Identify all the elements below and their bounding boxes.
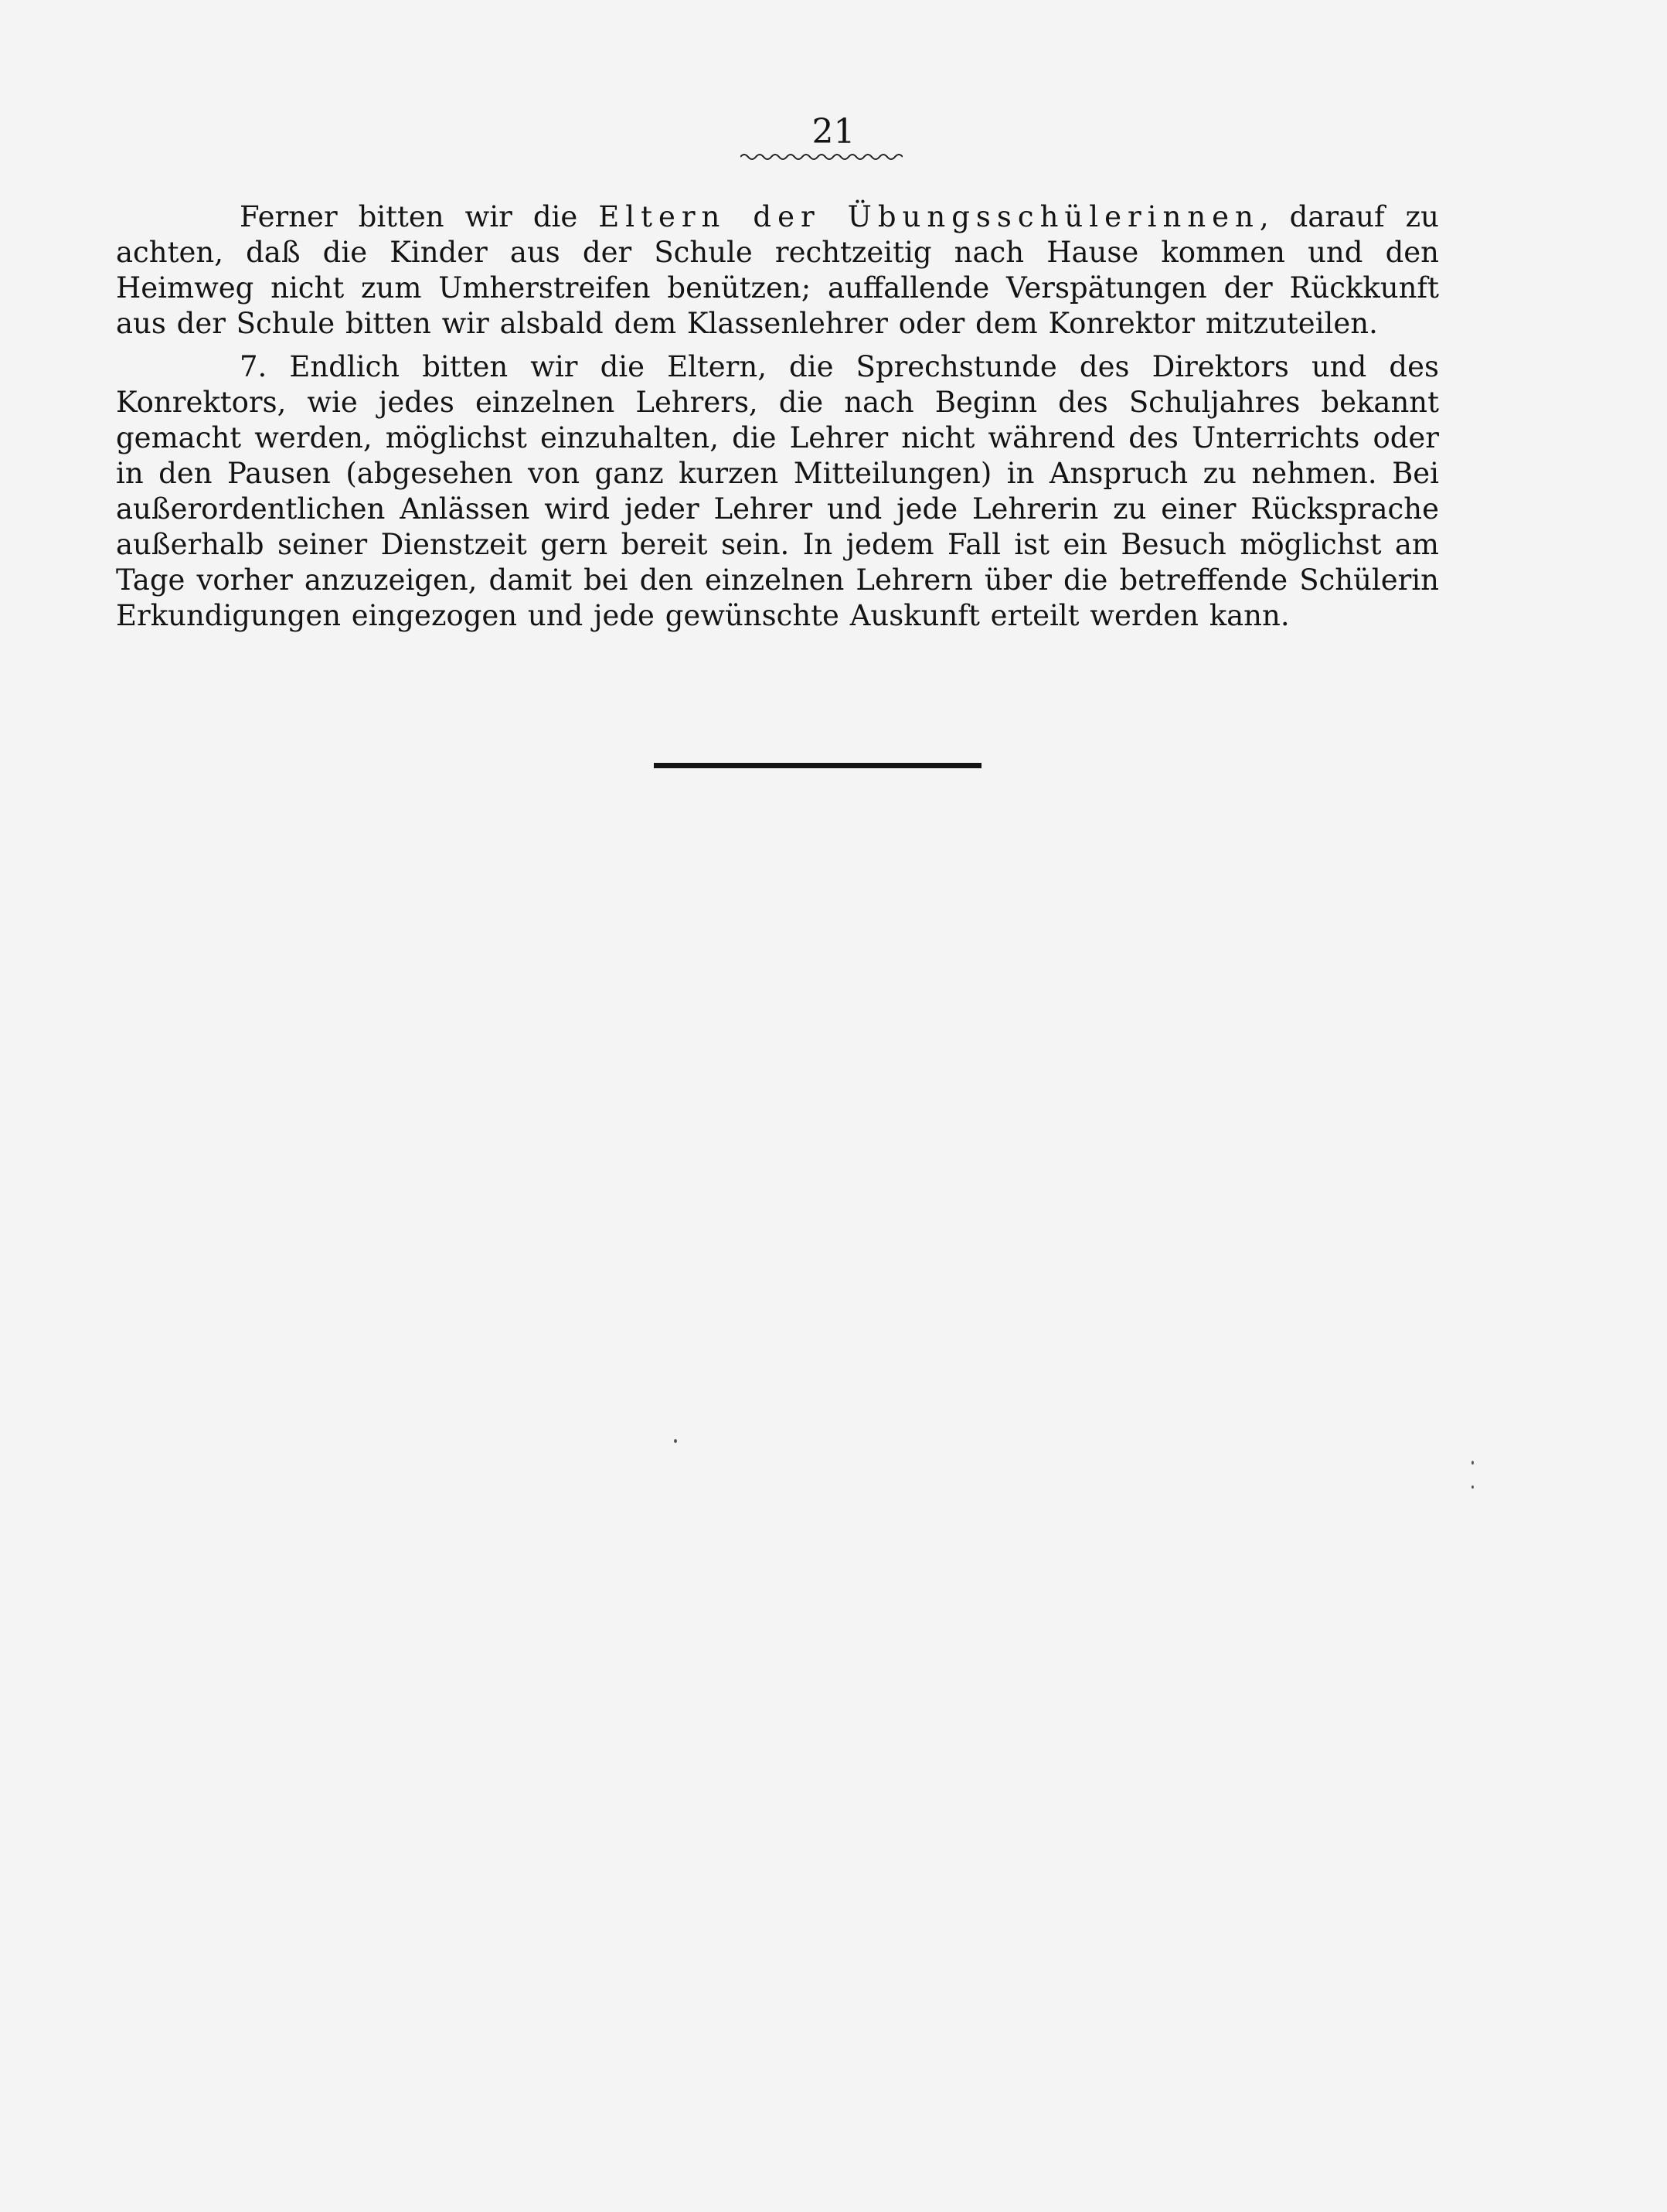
page-number: 21 — [811, 112, 856, 151]
paragraph-2: 7. Endlich bitten wir die Eltern, die Sprechstunde des Direktors und des Konrektors, wie jedes einzelnen Lehrers, die nach Beginn des Schuljahres bekannt gemacht werden, möglichst einzuhalten, die Lehrer nicht während des Unterrichts oder in den Pausen (abgesehen von ganz kurzen Mitteilungen) in Anspruch zu nehmen. Bei außerordentlichen Anlässen wird jeder Lehrer und jede Lehrerin zu einer Rücksprache außerhalb seiner Dienstzeit gern bereit sein. In jedem Fall ist ein Besuch möglichst am Tage vorher anzuzeigen, damit bei den einzelnen Lehrern über die betreffende Schülerin Erkundigungen eingezogen und jede gewünschte Auskunft erteilt werden kann. — [116, 350, 1439, 632]
closing-rule — [654, 763, 981, 768]
body-text — [116, 199, 1439, 641]
paper-speck — [1471, 1461, 1474, 1465]
paragraph-1-part-1: Ferner bitten wir die — [240, 200, 599, 233]
paragraph-1-spaced-phrase: Eltern der Übungsschülerinnen — [598, 200, 1260, 233]
paper-speck — [1471, 1485, 1474, 1489]
paragraph-1 — [116, 199, 1439, 342]
wavy-ornament — [740, 151, 903, 162]
paragraph-1-part-2: , darauf zu achten, daß die Kinder aus der Schule rechtzeitig nach Hause kommen und den Heimweg nicht zum Umherstreifen benützen; auffallende Verspätungen der Rückkunft aus der Schule bitten wir alsbald dem Klassenlehrer oder dem Konrektor mitzuteilen. — [116, 200, 1440, 340]
paper-speck — [674, 1439, 677, 1443]
